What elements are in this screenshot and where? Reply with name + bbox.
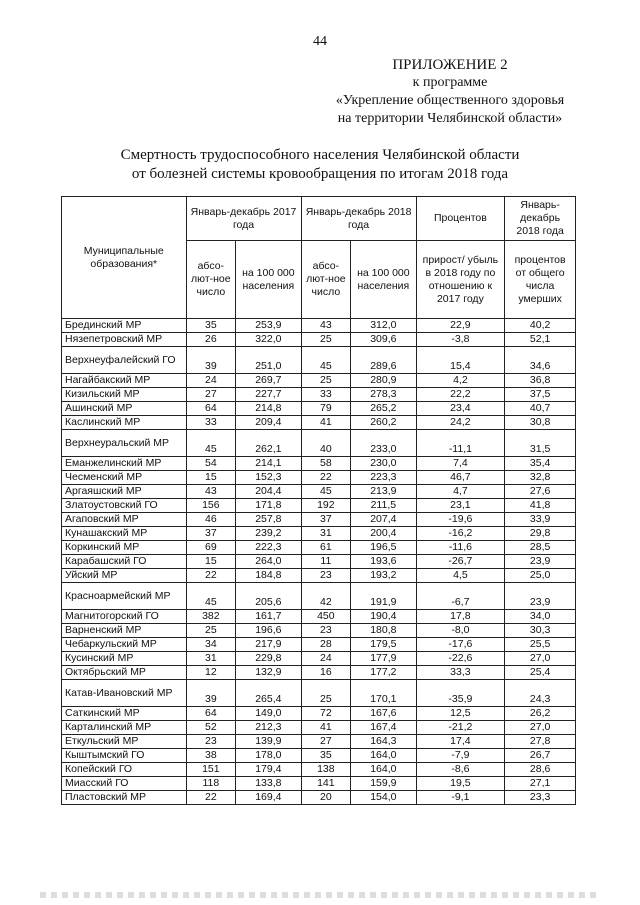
cell-share: 41,8 <box>505 499 576 513</box>
cell-growth: 17,8 <box>416 610 505 624</box>
cell-abs-2018: 31 <box>301 527 351 541</box>
cell-abs-2017: 34 <box>186 638 236 652</box>
cell-rate-2017: 178,0 <box>236 749 301 763</box>
mortality-table <box>61 196 576 805</box>
cell-abs-2017: 118 <box>186 777 236 791</box>
cell-share: 23,9 <box>505 583 576 610</box>
cell-rate-2017: 204,4 <box>236 485 301 499</box>
cell-municipality: Кыштымский ГО <box>62 749 187 763</box>
cell-municipality: Кусинский МР <box>62 652 187 666</box>
cell-municipality: Пластовский МР <box>62 791 187 805</box>
cell-abs-2017: 43 <box>186 485 236 499</box>
cell-rate-2018: 154,0 <box>351 791 416 805</box>
cell-rate-2017: 196,6 <box>236 624 301 638</box>
table-row <box>62 471 576 485</box>
cell-rate-2017: 161,7 <box>236 610 301 624</box>
page-number: 44 <box>313 34 327 49</box>
cell-share: 34,0 <box>505 610 576 624</box>
table-row <box>62 513 576 527</box>
cell-growth: -19,6 <box>416 513 505 527</box>
cell-rate-2018: 280,9 <box>351 374 416 388</box>
cell-rate-2018: 278,3 <box>351 388 416 402</box>
cell-rate-2017: 217,9 <box>236 638 301 652</box>
cell-abs-2017: 45 <box>186 430 236 457</box>
cell-abs-2017: 15 <box>186 471 236 485</box>
cell-abs-2017: 37 <box>186 527 236 541</box>
cell-abs-2018: 40 <box>301 430 351 457</box>
cell-rate-2018: 167,4 <box>351 721 416 735</box>
cell-abs-2018: 25 <box>301 680 351 707</box>
cell-abs-2018: 16 <box>301 666 351 680</box>
header-share: процентов от общего числа умерших <box>505 241 576 319</box>
cell-share: 33,9 <box>505 513 576 527</box>
cell-rate-2017: 257,8 <box>236 513 301 527</box>
table-body <box>62 319 576 805</box>
cell-abs-2017: 25 <box>186 624 236 638</box>
cell-growth: 12,5 <box>416 707 505 721</box>
cell-rate-2018: 265,2 <box>351 402 416 416</box>
cell-abs-2017: 31 <box>186 652 236 666</box>
cell-growth: -9,1 <box>416 791 505 805</box>
cell-share: 27,6 <box>505 485 576 499</box>
cell-abs-2017: 382 <box>186 610 236 624</box>
cell-share: 23,3 <box>505 791 576 805</box>
cell-abs-2017: 64 <box>186 707 236 721</box>
cell-municipality: Варненский МР <box>62 624 187 638</box>
cell-rate-2018: 312,0 <box>351 319 416 333</box>
cell-rate-2017: 239,2 <box>236 527 301 541</box>
cell-growth: -22,6 <box>416 652 505 666</box>
table-row <box>62 791 576 805</box>
cell-share: 27,0 <box>505 721 576 735</box>
cell-growth: 33,3 <box>416 666 505 680</box>
cell-rate-2017: 171,8 <box>236 499 301 513</box>
cell-rate-2017: 184,8 <box>236 569 301 583</box>
cell-abs-2018: 25 <box>301 333 351 347</box>
cell-municipality: Кизильский МР <box>62 388 187 402</box>
cell-municipality: Уйский МР <box>62 569 187 583</box>
cell-municipality: Каслинский МР <box>62 416 187 430</box>
cell-abs-2018: 192 <box>301 499 351 513</box>
cell-growth: -16,2 <box>416 527 505 541</box>
cell-municipality: Чебаркульский МР <box>62 638 187 652</box>
document-heading <box>0 146 640 184</box>
table-row <box>62 388 576 402</box>
header-period-2017: Январь-декабрь 2017 года <box>186 197 301 241</box>
cell-share: 30,8 <box>505 416 576 430</box>
table-row <box>62 402 576 416</box>
cell-share: 35,4 <box>505 457 576 471</box>
appendix-title: ПРИЛОЖЕНИЕ 2 <box>392 57 508 73</box>
cell-share: 29,8 <box>505 527 576 541</box>
table-row <box>62 652 576 666</box>
cell-abs-2017: 54 <box>186 457 236 471</box>
cell-municipality: Еманжелинский МР <box>62 457 187 471</box>
cell-growth: -3,8 <box>416 333 505 347</box>
cell-municipality: Брединский МР <box>62 319 187 333</box>
cell-rate-2017: 229,8 <box>236 652 301 666</box>
cell-growth: 7,4 <box>416 457 505 471</box>
header-period-2018: Январь-декабрь 2018 года <box>301 197 416 241</box>
cell-share: 32,8 <box>505 471 576 485</box>
cell-abs-2017: 24 <box>186 374 236 388</box>
cell-rate-2018: 193,6 <box>351 555 416 569</box>
table-row <box>62 638 576 652</box>
cell-growth: 4,2 <box>416 374 505 388</box>
cell-abs-2018: 33 <box>301 388 351 402</box>
header-per100k-2018: на 100 000 населения <box>351 241 416 319</box>
cell-rate-2017: 214,8 <box>236 402 301 416</box>
cell-abs-2017: 39 <box>186 347 236 374</box>
cell-share: 27,1 <box>505 777 576 791</box>
cell-growth: -26,7 <box>416 555 505 569</box>
cell-share: 25,0 <box>505 569 576 583</box>
cell-rate-2017: 251,0 <box>236 347 301 374</box>
cell-share: 34,6 <box>505 347 576 374</box>
cell-share: 23,9 <box>505 555 576 569</box>
cell-growth: -7,9 <box>416 749 505 763</box>
cell-growth: 19,5 <box>416 777 505 791</box>
heading-line-1: Смертность трудоспособного населения Челябинской области <box>120 147 520 163</box>
cell-share: 28,5 <box>505 541 576 555</box>
cell-abs-2017: 46 <box>186 513 236 527</box>
cell-rate-2017: 139,9 <box>236 735 301 749</box>
appendix-line-3: на территории Челябинской области» <box>337 111 563 126</box>
cell-abs-2018: 45 <box>301 347 351 374</box>
cell-rate-2018: 167,6 <box>351 707 416 721</box>
cell-abs-2018: 141 <box>301 777 351 791</box>
cell-abs-2018: 138 <box>301 763 351 777</box>
cell-municipality: Нязепетровский МР <box>62 333 187 347</box>
cell-abs-2018: 28 <box>301 638 351 652</box>
cell-abs-2018: 25 <box>301 374 351 388</box>
table-row <box>62 735 576 749</box>
cell-growth: -11,6 <box>416 541 505 555</box>
table-row <box>62 583 576 610</box>
cell-growth: -17,6 <box>416 638 505 652</box>
cell-municipality: Верхнеуральский МР <box>62 430 187 457</box>
cell-rate-2017: 222,3 <box>236 541 301 555</box>
cell-abs-2018: 11 <box>301 555 351 569</box>
table-row <box>62 610 576 624</box>
cell-abs-2017: 23 <box>186 735 236 749</box>
cell-share: 37,5 <box>505 388 576 402</box>
cell-growth: -35,9 <box>416 680 505 707</box>
header-abs-2017: абсо-лют-ное число <box>186 241 236 319</box>
cell-rate-2018: 179,5 <box>351 638 416 652</box>
table-row <box>62 721 576 735</box>
cell-share: 31,5 <box>505 430 576 457</box>
cell-rate-2018: 190,4 <box>351 610 416 624</box>
cell-municipality: Кунашакский МР <box>62 527 187 541</box>
cell-share: 36,8 <box>505 374 576 388</box>
cell-abs-2018: 23 <box>301 569 351 583</box>
cell-abs-2017: 35 <box>186 319 236 333</box>
cell-rate-2018: 180,8 <box>351 624 416 638</box>
cell-municipality: Еткульский МР <box>62 735 187 749</box>
cell-abs-2018: 61 <box>301 541 351 555</box>
cell-share: 40,7 <box>505 402 576 416</box>
cell-abs-2018: 22 <box>301 471 351 485</box>
cell-municipality: Магнитогорский ГО <box>62 610 187 624</box>
cell-rate-2018: 223,3 <box>351 471 416 485</box>
table-row <box>62 555 576 569</box>
cell-municipality: Ашинский МР <box>62 402 187 416</box>
cell-rate-2018: 177,9 <box>351 652 416 666</box>
cell-rate-2018: 289,6 <box>351 347 416 374</box>
cell-municipality: Аргаяшский МР <box>62 485 187 499</box>
cell-abs-2018: 79 <box>301 402 351 416</box>
cell-rate-2017: 132,9 <box>236 666 301 680</box>
cell-municipality: Карталинский МР <box>62 721 187 735</box>
cell-abs-2018: 72 <box>301 707 351 721</box>
cell-growth: -21,2 <box>416 721 505 735</box>
header-percent: Процентов <box>416 197 505 241</box>
cell-rate-2018: 193,2 <box>351 569 416 583</box>
cell-rate-2018: 177,2 <box>351 666 416 680</box>
appendix-line-2: «Укрепление общественного здоровья <box>335 93 565 108</box>
cell-growth: 22,9 <box>416 319 505 333</box>
cell-abs-2018: 35 <box>301 749 351 763</box>
cell-share: 24,3 <box>505 680 576 707</box>
cell-share: 27,0 <box>505 652 576 666</box>
table-row <box>62 763 576 777</box>
cell-rate-2017: 149,0 <box>236 707 301 721</box>
cell-growth: 15,4 <box>416 347 505 374</box>
cell-abs-2017: 26 <box>186 333 236 347</box>
cell-municipality: Чесменский МР <box>62 471 187 485</box>
cell-municipality: Карабашский ГО <box>62 555 187 569</box>
cell-municipality: Нагайбакский МР <box>62 374 187 388</box>
table-row <box>62 527 576 541</box>
cell-rate-2017: 209,4 <box>236 416 301 430</box>
cell-municipality: Коркинский МР <box>62 541 187 555</box>
cell-share: 25,4 <box>505 666 576 680</box>
cell-abs-2017: 27 <box>186 388 236 402</box>
cell-abs-2017: 151 <box>186 763 236 777</box>
cell-abs-2017: 12 <box>186 666 236 680</box>
heading-line-2: от болезней системы кровообращения по итогам 2018 года <box>131 166 509 182</box>
cell-growth: 4,5 <box>416 569 505 583</box>
cell-growth: 23,1 <box>416 499 505 513</box>
cell-abs-2017: 22 <box>186 791 236 805</box>
table-row <box>62 569 576 583</box>
appendix-block <box>300 56 600 128</box>
cell-rate-2017: 169,4 <box>236 791 301 805</box>
table-row <box>62 319 576 333</box>
cell-abs-2018: 27 <box>301 735 351 749</box>
cell-rate-2018: 211,5 <box>351 499 416 513</box>
cell-rate-2018: 170,1 <box>351 680 416 707</box>
cell-rate-2017: 212,3 <box>236 721 301 735</box>
cell-share: 27,8 <box>505 735 576 749</box>
cell-abs-2017: 64 <box>186 402 236 416</box>
cell-growth: 24,2 <box>416 416 505 430</box>
cell-abs-2017: 156 <box>186 499 236 513</box>
cell-share: 30,3 <box>505 624 576 638</box>
cell-rate-2018: 230,0 <box>351 457 416 471</box>
cell-abs-2018: 58 <box>301 457 351 471</box>
cell-growth: 46,7 <box>416 471 505 485</box>
table-row <box>62 416 576 430</box>
cell-municipality: Златоустовский ГО <box>62 499 187 513</box>
cell-rate-2017: 264,0 <box>236 555 301 569</box>
cell-abs-2017: 52 <box>186 721 236 735</box>
cell-rate-2017: 227,7 <box>236 388 301 402</box>
cell-growth: -6,7 <box>416 583 505 610</box>
table-row <box>62 777 576 791</box>
cell-abs-2018: 42 <box>301 583 351 610</box>
cell-rate-2018: 159,9 <box>351 777 416 791</box>
cell-share: 26,7 <box>505 749 576 763</box>
cell-rate-2017: 265,4 <box>236 680 301 707</box>
appendix-line-1: к программе <box>412 75 488 90</box>
table-row <box>62 333 576 347</box>
table-row <box>62 541 576 555</box>
table-row <box>62 749 576 763</box>
cell-abs-2018: 41 <box>301 721 351 735</box>
cell-share: 52,1 <box>505 333 576 347</box>
cell-municipality: Агаповский МР <box>62 513 187 527</box>
cell-rate-2017: 269,7 <box>236 374 301 388</box>
cell-abs-2017: 33 <box>186 416 236 430</box>
table-row <box>62 680 576 707</box>
cell-share: 26,2 <box>505 707 576 721</box>
cell-rate-2017: 253,9 <box>236 319 301 333</box>
cell-abs-2018: 43 <box>301 319 351 333</box>
cell-share: 40,2 <box>505 319 576 333</box>
cell-rate-2017: 322,0 <box>236 333 301 347</box>
cell-growth: -8,6 <box>416 763 505 777</box>
cell-rate-2018: 260,2 <box>351 416 416 430</box>
cell-abs-2017: 45 <box>186 583 236 610</box>
table-row <box>62 707 576 721</box>
cell-abs-2017: 15 <box>186 555 236 569</box>
cell-rate-2017: 133,8 <box>236 777 301 791</box>
table-row <box>62 485 576 499</box>
header-period-2018b: Январь-декабрь 2018 года <box>505 197 576 241</box>
cell-rate-2018: 191,9 <box>351 583 416 610</box>
cell-growth: -11,1 <box>416 430 505 457</box>
cell-abs-2018: 23 <box>301 624 351 638</box>
cell-abs-2018: 20 <box>301 791 351 805</box>
cell-rate-2018: 200,4 <box>351 527 416 541</box>
table-row <box>62 666 576 680</box>
cell-rate-2018: 164,3 <box>351 735 416 749</box>
cell-growth: 17,4 <box>416 735 505 749</box>
cell-municipality: Копейский ГО <box>62 763 187 777</box>
cell-abs-2018: 24 <box>301 652 351 666</box>
cell-abs-2017: 39 <box>186 680 236 707</box>
cell-growth: 23,4 <box>416 402 505 416</box>
cell-rate-2017: 205,6 <box>236 583 301 610</box>
header-growth: прирост/ убыль в 2018 году по отношению к 2017 году <box>416 241 505 319</box>
header-municipality: Муниципальные образования* <box>62 197 187 319</box>
cell-rate-2018: 213,9 <box>351 485 416 499</box>
cell-rate-2017: 262,1 <box>236 430 301 457</box>
cell-municipality: Октябрьский МР <box>62 666 187 680</box>
cell-municipality: Верхнеуфалейский ГО <box>62 347 187 374</box>
cell-municipality: Катав-Ивановский МР <box>62 680 187 707</box>
cell-growth: 4,7 <box>416 485 505 499</box>
cell-rate-2018: 233,0 <box>351 430 416 457</box>
cell-rate-2017: 179,4 <box>236 763 301 777</box>
table-row <box>62 457 576 471</box>
cell-growth: -8,0 <box>416 624 505 638</box>
scan-artifact <box>40 892 600 898</box>
cell-municipality: Саткинский МР <box>62 707 187 721</box>
cell-municipality: Красноармейский МР <box>62 583 187 610</box>
cell-abs-2018: 37 <box>301 513 351 527</box>
table-row <box>62 430 576 457</box>
header-abs-2018: абсо-лют-ное число <box>301 241 351 319</box>
cell-rate-2018: 309,6 <box>351 333 416 347</box>
cell-growth: 22,2 <box>416 388 505 402</box>
cell-share: 28,6 <box>505 763 576 777</box>
cell-rate-2018: 196,5 <box>351 541 416 555</box>
cell-rate-2018: 207,4 <box>351 513 416 527</box>
header-per100k-2017: на 100 000 населения <box>236 241 301 319</box>
table-row <box>62 347 576 374</box>
cell-abs-2017: 22 <box>186 569 236 583</box>
cell-rate-2018: 164,0 <box>351 749 416 763</box>
cell-rate-2018: 164,0 <box>351 763 416 777</box>
cell-abs-2017: 38 <box>186 749 236 763</box>
table-row <box>62 374 576 388</box>
table-row <box>62 499 576 513</box>
cell-abs-2018: 450 <box>301 610 351 624</box>
cell-municipality: Миасский ГО <box>62 777 187 791</box>
table-row <box>62 624 576 638</box>
cell-rate-2017: 214,1 <box>236 457 301 471</box>
cell-abs-2018: 41 <box>301 416 351 430</box>
cell-abs-2018: 45 <box>301 485 351 499</box>
cell-share: 25,5 <box>505 638 576 652</box>
cell-rate-2017: 152,3 <box>236 471 301 485</box>
cell-abs-2017: 69 <box>186 541 236 555</box>
